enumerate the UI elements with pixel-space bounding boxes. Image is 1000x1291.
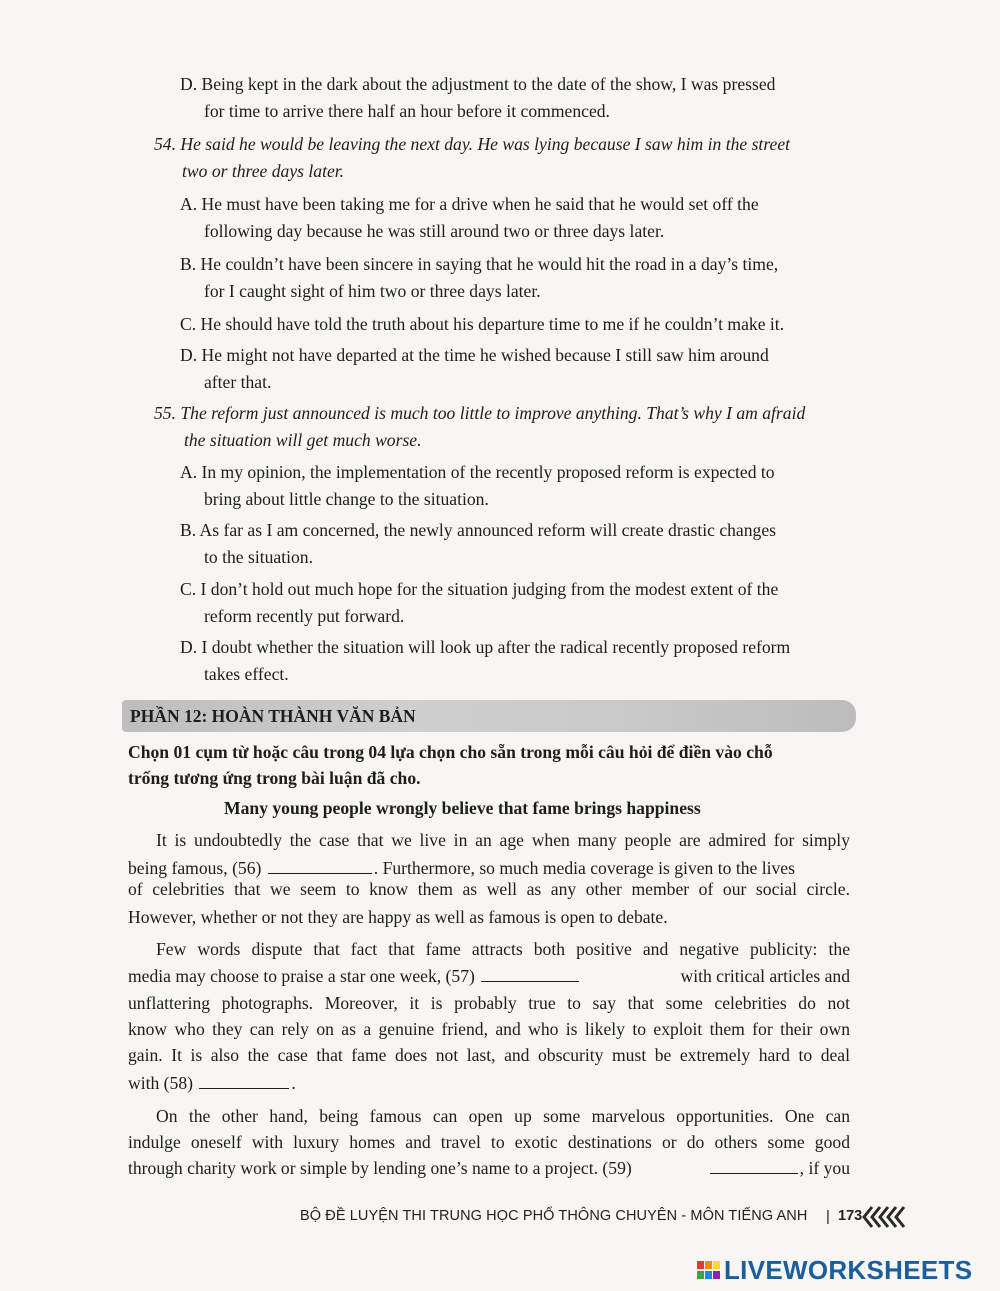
essay-p3-line3	[128, 1155, 850, 1181]
blank-58[interactable]	[199, 1070, 289, 1089]
blank-57[interactable]	[481, 963, 579, 982]
essay-p1-line1: It is undoubtedly the case that we live in an age when many people are admired for simply	[156, 830, 850, 850]
liveworksheets-brand: LIVEWORKSHEETS	[724, 1255, 973, 1285]
essay-p3-line2: indulge oneself with luxury homes and travel to exotic destinations or do others some good	[128, 1132, 850, 1152]
essay-p2-line6-end: .	[291, 1073, 296, 1093]
q55-option-b-line2: to the situation.	[204, 547, 313, 567]
essay-p1-line2-end: . Furthermore, so much media coverage is given to the lives	[373, 858, 795, 878]
q54-option-d-line2: after that.	[204, 372, 272, 392]
q53-option-d-line2: for time to arrive there half an hour before it commenced.	[204, 101, 610, 121]
q55-stem-line2: the situation will get much worse.	[184, 430, 422, 450]
essay-p2-line2-start	[128, 963, 581, 989]
q55-option-b-line1: B. As far as I am concerned, the newly announced reform will create drastic changes	[180, 520, 776, 540]
q54-option-b-line1: B. He couldn’t have been sincere in saying that he would hit the road in a day’s time,	[180, 254, 779, 274]
q55-option-d-line1: D. I doubt whether the situation will look up after the radical recently proposed reform	[180, 637, 791, 657]
q55-option-c-line1: C. I don’t hold out much hope for the situation judging from the modest extent of the	[180, 579, 779, 599]
q54-option-a-line2: following day because he was still around two or three days later.	[204, 221, 665, 241]
essay-p3-line3-end: , if you	[799, 1158, 850, 1178]
essay-p2-line5: gain. It is also the case that fame does not last, and obscurity must be extremely hard to deal	[128, 1045, 850, 1065]
essay-p2-line6-start: with (58)	[128, 1073, 193, 1093]
essay-p2-line1: Few words dispute that fact that fame attracts both positive and negative publicity: the	[156, 939, 850, 959]
q54-stem-line2: two or three days later.	[182, 161, 345, 181]
q55-option-d-line2: takes effect.	[204, 664, 289, 684]
essay-p1-line3: of celebrities that we seem to know them as well as any other member of our social circle.	[128, 879, 850, 899]
q54-stem-line1: 54. He said he would be leaving the next day. He was lying because I saw him in the street	[154, 134, 791, 154]
essay-title: Many young people wrongly believe that fame brings happiness	[224, 798, 701, 818]
blank-56[interactable]	[268, 855, 372, 874]
essay-p2-line2-end: with critical articles and	[680, 966, 850, 986]
footer-chevrons-icon	[860, 1203, 906, 1231]
liveworksheets-logo-icon	[697, 1261, 721, 1281]
essay-p3-line1: On the other hand, being famous can open up some marvelous opportunities. One can	[156, 1106, 850, 1126]
essay-p2-line4: know who they can rely on as a genuine friend, and who is likely to exploit them for their own	[128, 1019, 850, 1039]
q54-option-a-line1: A. He must have been taking me for a drive when he said that he would set off the	[180, 194, 759, 214]
essay-p2-line6	[128, 1070, 296, 1096]
footer-separator: |	[826, 1208, 830, 1225]
essay-p3-line3-end-wrap	[708, 1155, 850, 1181]
blank-59[interactable]	[710, 1155, 798, 1174]
essay-p2-line2-start-text: media may choose to praise a star one week, (57)	[128, 966, 475, 986]
essay-p2-line2	[128, 963, 850, 989]
q54-option-b-line2: for I caught sight of him two or three days later.	[204, 281, 541, 301]
essay-p1-line4: However, whether or not they are happy as well as famous is open to debate.	[128, 907, 668, 927]
essay-p2-line3: unflattering photographs. Moreover, it is probably true to say that some celebrities do not	[128, 993, 850, 1013]
footer-page-number: 173	[838, 1208, 863, 1224]
section-title: PHẦN 12: HOÀN THÀNH VĂN BẢN	[130, 706, 416, 726]
footer-book-title: BỘ ĐỀ LUYỆN THI TRUNG HỌC PHỔ THÔNG CHUYÊN - MÔN TIẾNG ANH	[300, 1208, 808, 1224]
q54-option-d-line1: D. He might not have departed at the time he wished because I still saw him around	[180, 345, 769, 365]
q53-option-d-line1: D. Being kept in the dark about the adjustment to the date of the show, I was pressed	[180, 74, 776, 94]
section-instruction-line2: trống tương ứng trong bài luận đã cho.	[128, 768, 421, 788]
section-instruction-line1: Chọn 01 cụm từ hoặc câu trong 04 lựa chọn cho sẵn trong mỗi câu hỏi để điền vào chỗ	[128, 742, 773, 762]
essay-p3-line3-start: through charity work or simple by lending one’s name to a project. (59)	[128, 1158, 632, 1178]
q55-option-c-line2: reform recently put forward.	[204, 606, 405, 626]
q54-option-c-line1: C. He should have told the truth about his departure time to me if he couldn’t make it.	[180, 314, 785, 334]
q55-stem-line1: 55. The reform just announced is much too little to improve anything. That’s why I am afraid	[154, 403, 806, 423]
essay-p1-line2-start: being famous, (56)	[128, 858, 262, 878]
q55-option-a-line2: bring about little change to the situation.	[204, 489, 489, 509]
q55-option-a-line1: A. In my opinion, the implementation of the recently proposed reform is expected to	[180, 462, 775, 482]
